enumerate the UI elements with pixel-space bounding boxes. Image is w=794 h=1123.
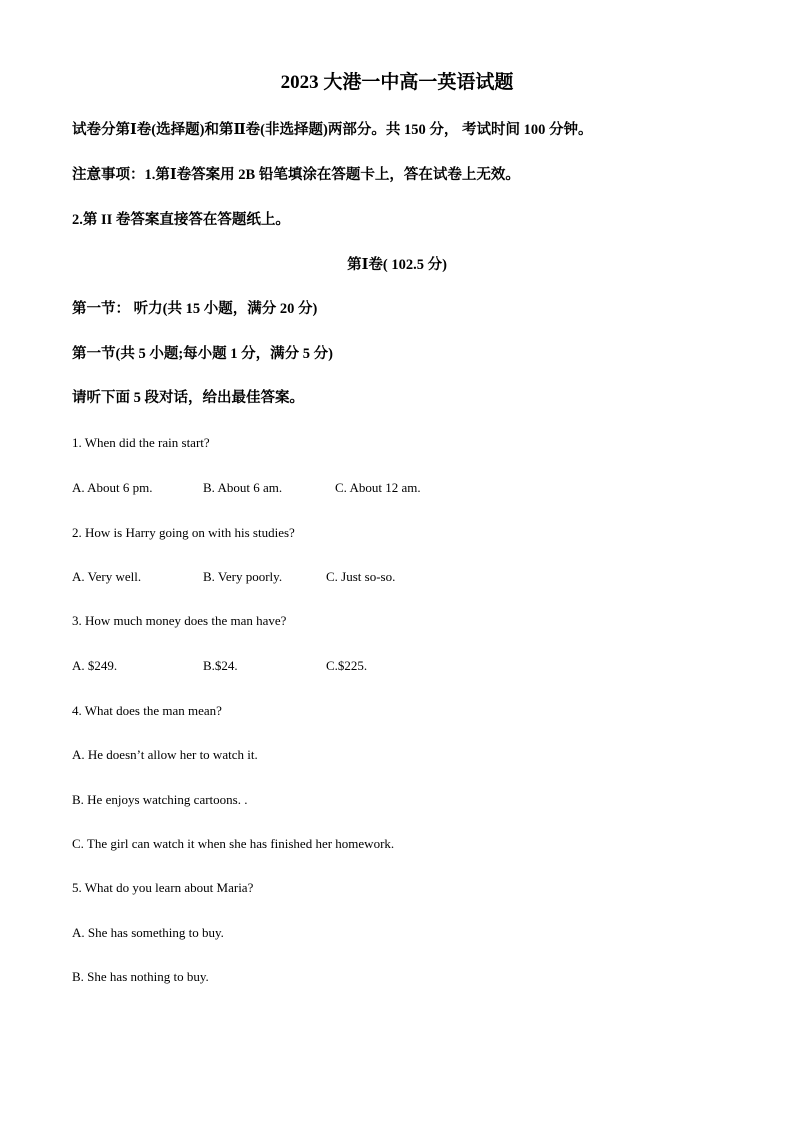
question-stem: 3. How much money does the man have? — [72, 613, 287, 628]
option-c: C. About 12 am. — [335, 480, 421, 495]
option-c: C. The girl can watch it when she has finished her homework. — [72, 836, 395, 851]
notice-item-1: 注意事项：1.第Ⅰ卷答案用 2B 铅笔填涂在答题卡上，答在试卷上无效。 — [72, 167, 520, 183]
listening-subsection-title: 第一节(共 5 小题;每小题 1 分，满分 5 分) — [72, 346, 333, 362]
option-b: B. He enjoys watching cartoons. . — [72, 792, 248, 807]
listening-instruction: 请听下面 5 段对话，给出最佳答案。 — [72, 390, 304, 406]
option-b: B. Very poorly. — [203, 569, 283, 584]
exam-intro: 试卷分第Ⅰ卷(选择题)和第Ⅱ卷(非选择题)两部分。共 150 分， 考试时间 100 分钟。 — [72, 122, 593, 138]
question-stem: 1. When did the rain start? — [72, 435, 210, 450]
question-stem: 4. What does the man mean? — [72, 703, 222, 718]
exam-title: 2023 大港一中高一英语试题 — [280, 72, 514, 93]
option-c: C. Just so-so. — [326, 569, 396, 584]
option-b: B. About 6 am. — [203, 480, 283, 495]
option-a: A. $249. — [72, 658, 118, 673]
question-stem: 5. What do you learn about Maria? — [72, 880, 254, 895]
option-a: A. About 6 pm. — [72, 480, 153, 495]
option-c: C.$225. — [326, 658, 368, 673]
listening-section-title: 第一节： 听力(共 15 小题，满分 20 分) — [72, 301, 318, 317]
option-b: B.$24. — [203, 658, 238, 673]
option-b: B. She has nothing to buy. — [72, 969, 209, 984]
notice-item-2: 2.第 II 卷答案直接答在答题纸上。 — [72, 212, 290, 228]
option-a: A. She has something to buy. — [72, 925, 224, 940]
option-a: A. Very well. — [72, 569, 142, 584]
question-stem: 2. How is Harry going on with his studies? — [72, 525, 295, 540]
option-a: A. He doesn’t allow her to watch it. — [72, 747, 258, 762]
part-1-title: 第Ⅰ卷( 102.5 分) — [347, 257, 447, 273]
